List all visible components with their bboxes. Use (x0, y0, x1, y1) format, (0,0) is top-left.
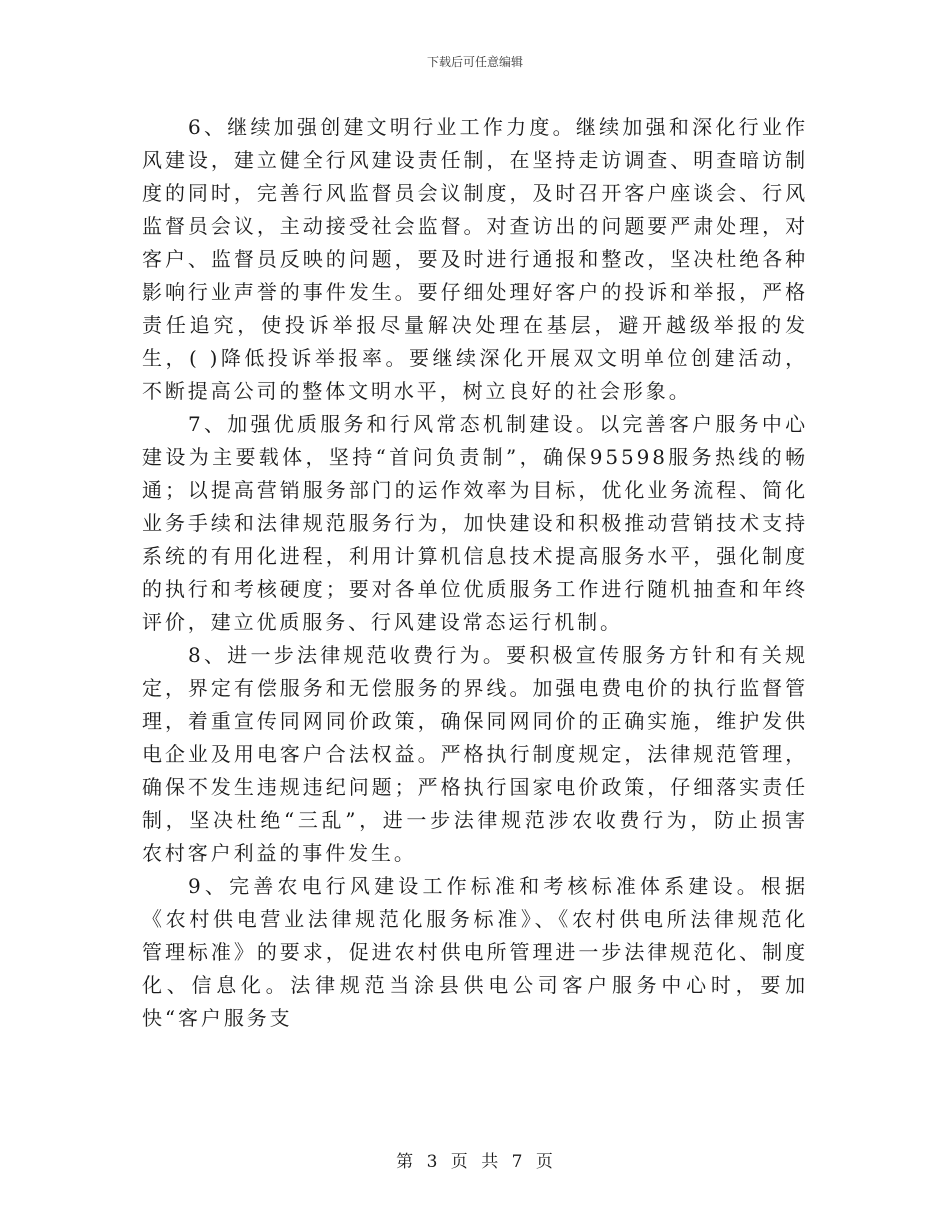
document-body (142, 111, 808, 1035)
page-footer: 第 3 页 共 7 页 (396, 1152, 554, 1172)
paragraph-item-7: 7、加强优质服务和行风常态机制建设。以完善客户服务中心建设为主要载体，坚持“首问负责制”，确保95598服务热线的畅通；以提高营销服务部门的运作效率为目标，优化业务流程、简化业务手续和法律规范服务行为，加快建设和积极推动营销技术支持系统的有用化进程，利用计算机信息技术提高服务水平，强化制度的执行和考核硬度；要对各单位优质服务工作进行随机抽查和年终评价，建立优质服务、行风建设常态运行机制。 (142, 412, 808, 634)
paragraph-item-8: 8、进一步法律规范收费行为。要积极宣传服务方针和有关规定，界定有偿服务和无偿服务的界线。加强电费电价的执行监督管理，着重宣传同网同价政策，确保同网同价的正确实施，维护发供电企业及用电客户合法权益。严格执行制度规定，法律规范管理，确保不发生违规违纪问题；严格执行国家电价政策，仔细落实责任制，坚决杜绝“三乱”，进一步法律规范涉农收费行为，防止损害农村客户利益的事件发生。 (142, 643, 808, 865)
paragraph-item-6: 6、继续加强创建文明行业工作力度。继续加强和深化行业作风建设，建立健全行风建设责任制，在坚持走访调查、明查暗访制度的同时，完善行风监督员会议制度，及时召开客户座谈会、行风监督员会议，主动接受社会监督。对查访出的问题要严肃处理，对客户、监督员反映的问题，要及时进行通报和整改，坚决杜绝各种影响行业声誉的事件发生。要仔细处理好客户的投诉和举报，严格责任追究，使投诉举报尽量解决处理在基层，避开越级举报的发生，( )降低投诉举报率。要继续深化开展双文明单位创建活动，不断提高公司的整体文明水平，树立良好的社会形象。 (142, 115, 808, 403)
header-note: 下载后可任意编辑 (426, 55, 523, 69)
paragraph-item-9: 9、完善农电行风建设工作标准和考核标准体系建设。根据《农村供电营业法律规范化服务标准》、《农村供电所法律规范化管理标准》的要求，促进农村供电所管理进一步法律规范化、制度化、信息化。法律规范当涂县供电公司客户服务中心时，要加快“客户服务支 (142, 874, 808, 1030)
